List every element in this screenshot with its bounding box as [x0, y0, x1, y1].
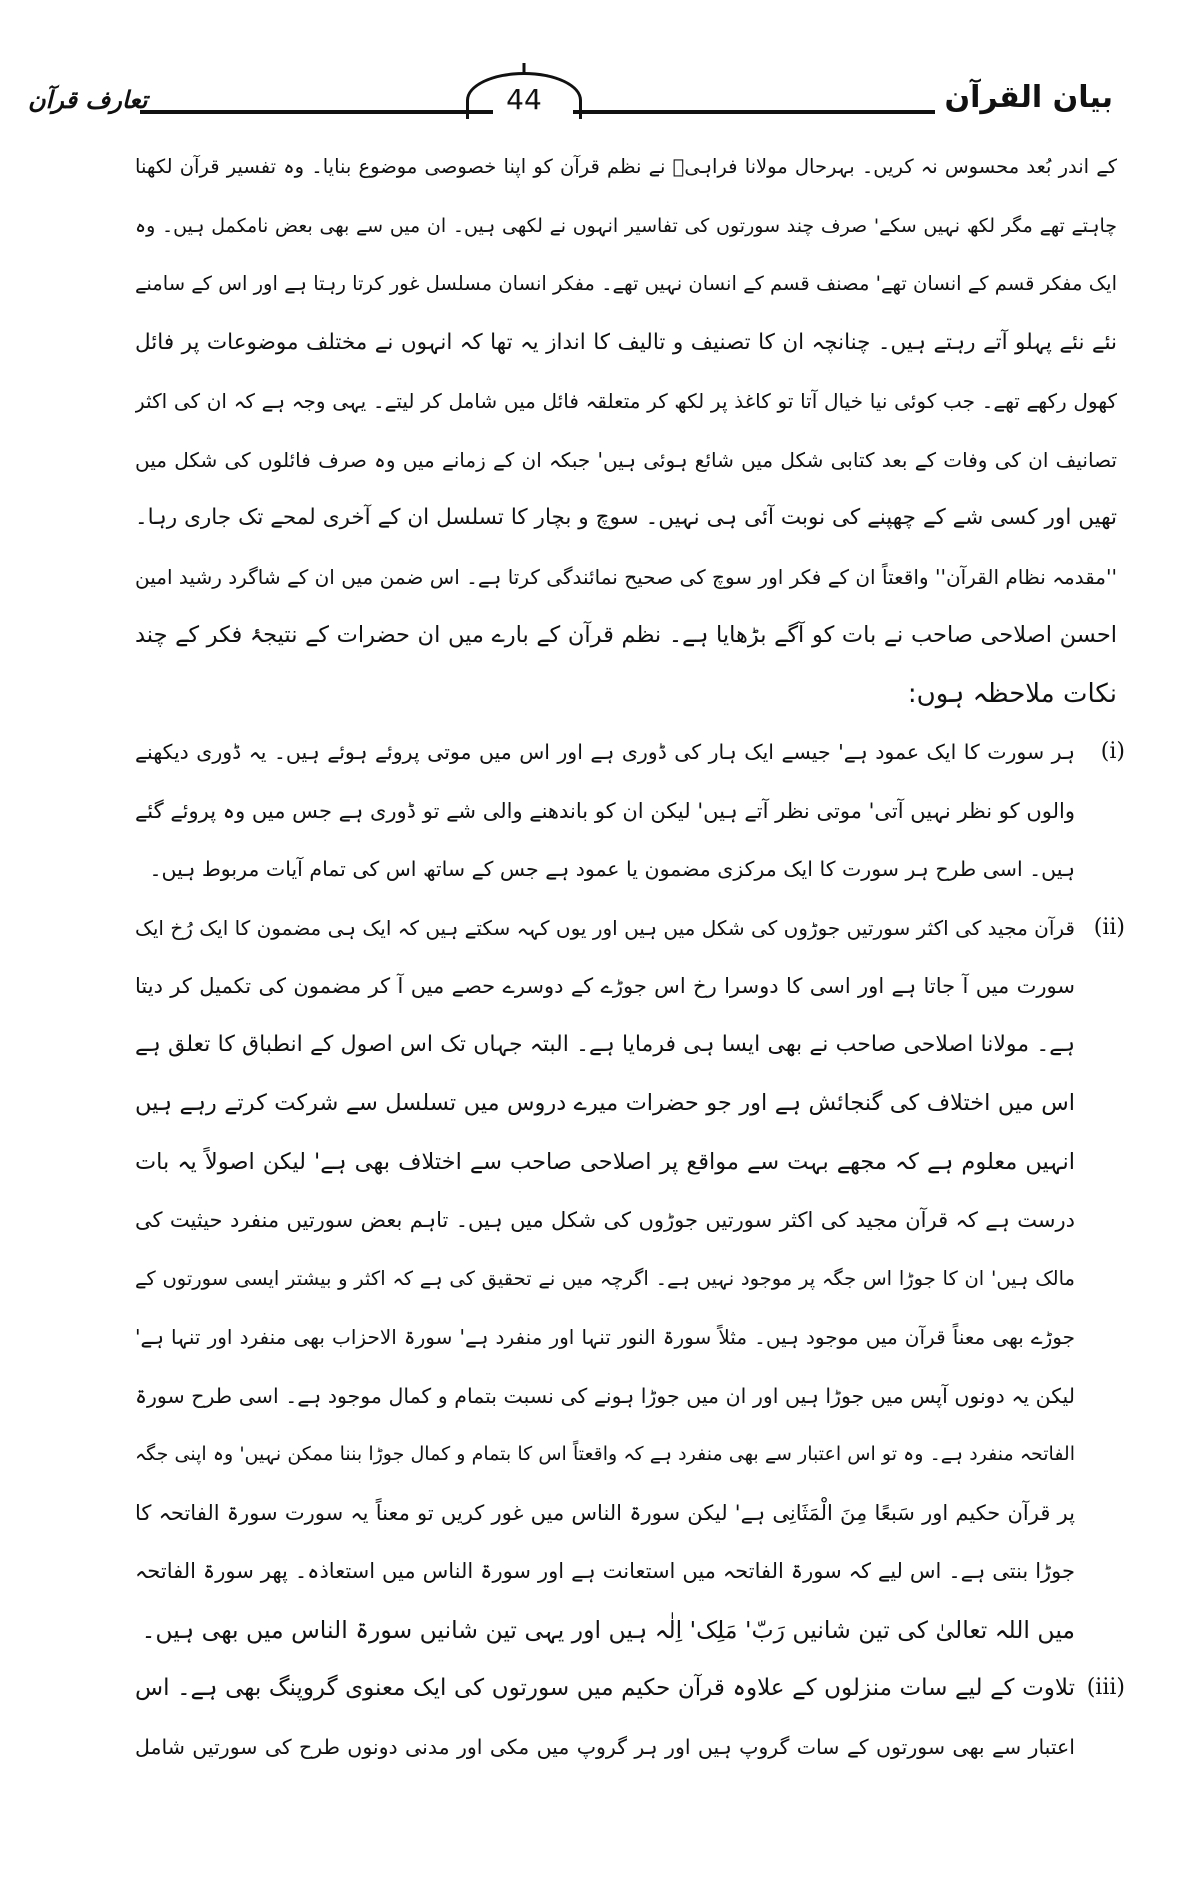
- list-item: [135, 899, 1125, 1660]
- text-line: تلاوت کے لیے سات منزلوں کے علاوہ قرآن حکیم میں سورتوں کی ایک معنوی گروپنگ بھی ہے۔ اس: [135, 1675, 1075, 1701]
- header-rule-right: [573, 110, 935, 114]
- text-line: چاہتے تھے مگر لکھ نہیں سکے' صرف چند سورتوں کی تفاسیر انہوں نے لکھی ہیں۔ ان میں سے بھی بعض نامکمل ہیں۔ وہ: [135, 214, 1117, 237]
- text-line: نکات ملاحظہ ہوں:: [907, 678, 1117, 709]
- page-number: 44: [466, 72, 582, 119]
- text-line: ''مقدمہ نظام القرآن'' واقعتاً ان کے فکر اور سوچ کی صحیح نمائندگی کرتا ہے۔ اس ضمن میں ان کے شاگرد رشید امین: [135, 564, 1117, 589]
- text-line: کے اندر بُعد محسوس نہ کریں۔ بہرحال مولانا فراہیؒ نے نظم قرآن کو اپنا خصوصی موضوع بنایا۔ وہ تفسیر قرآن لکھنا: [135, 155, 1117, 178]
- paragraph: [135, 138, 1117, 723]
- text-line: جوڑے بھی معناً قرآن میں موجود ہیں۔ مثلاً سورۃ النور تنہا اور منفرد ہے' سورۃ الاحزاب بھی منفرد اور تنہا ہے': [135, 1325, 1075, 1349]
- text-line: اعتبار سے بھی سورتوں کے سات گروپ ہیں اور ہر گروپ میں مکی اور مدنی دونوں طرح کی سورتیں شامل: [135, 1734, 1075, 1759]
- list-item: [135, 723, 1125, 899]
- text-line: والوں کو نظر نہیں آتی' موتی نظر آتے ہیں' لیکن ان کو باندھنے والی شے تو ڈوری ہے جس میں وہ پروئے گئے: [135, 798, 1075, 823]
- list-item: [135, 1659, 1125, 1776]
- list-marker: (i): [1100, 739, 1125, 764]
- text-line: سورت میں آ جاتا ہے اور اسی کا دوسرا رخ اس جوڑے کے دوسرے حصے میں آ کر مضمون کی تکمیل کر دیتا: [135, 974, 1075, 998]
- list-marker: (ii): [1093, 914, 1125, 940]
- text-line: درست ہے کہ قرآن مجید کی اکثر سورتیں جوڑوں کی شکل میں ہیں۔ تاہم بعض سورتیں منفرد حیثیت کی: [135, 1208, 1075, 1232]
- text-line: احسن اصلاحی صاحب نے بات کو آگے بڑھایا ہے۔ نظم قرآن کے بارے میں ان حضرات کے نتیجۂ فکر کے چند: [135, 622, 1117, 648]
- text-line: نئے نئے پہلو آتے رہتے ہیں۔ چنانچہ ان کا تصنیف و تالیف کا انداز یہ تھا کہ انہوں نے مختلف موضوعات پر فائل: [135, 329, 1117, 355]
- text-line: ایک مفکر قسم کے انسان تھے' مصنف قسم کے انسان نہیں تھے۔ مفکر انسان مسلسل غور کرتا رہتا ہے اور اس کے سامنے: [135, 272, 1117, 295]
- book-title: بیان القرآن: [944, 80, 1113, 115]
- text-line: قرآن مجید کی اکثر سورتیں جوڑوں کی شکل میں ہیں اور یوں کہہ سکتے ہیں کہ ایک ہی مضمون کا ایک رُخ ایک: [135, 915, 1075, 940]
- text-line: ہر سورت کا ایک عمود ہے' جیسے ایک ہار کی ڈوری ہے اور اس میں موتی پروئے ہوئے ہیں۔ یہ ڈوری دیکھنے: [135, 740, 1075, 764]
- text-line: انہیں معلوم ہے کہ مجھے بہت سے مواقع پر اصلاحی صاحب سے اختلاف بھی ہے' لیکن اصولاً یہ بات: [135, 1148, 1075, 1175]
- page-body: [135, 138, 1125, 1776]
- text-line: اس میں اختلاف کی گنجائش ہے اور جو حضرات میرے دروس میں تسلسل سے شرکت کرتے رہے ہیں: [135, 1090, 1075, 1116]
- text-line: ہیں۔ اسی طرح ہر سورت کا ایک مرکزی مضمون یا عمود ہے جس کے ساتھ اس کی تمام آیات مربوط ہیں۔: [149, 857, 1075, 881]
- header-rule-left: [140, 110, 493, 114]
- text-line: تصانیف ان کی وفات کے بعد کتابی شکل میں شائع ہوئی ہیں' جبکہ ان کے زمانے میں وہ صرف فائلوں کی شکل میں: [135, 447, 1117, 472]
- text-line: جوڑا بنتی ہے۔ اس لیے کہ سورۃ الفاتحہ میں استعانت ہے اور سورۃ الناس میں استعاذہ۔ پھر سورۃ الفاتحہ: [135, 1559, 1075, 1583]
- text-line: پر قرآن حکیم اور سَبعًا مِنَ الْمَثَانِی ہے' لیکن سورۃ الناس میں غور کریں تو معناً یہ سورت سورۃ الفاتحہ کا: [135, 1500, 1075, 1525]
- text-line: میں اللہ تعالیٰ کی تین شانیں رَبّ' مَلِک' اِلٰہ ہیں اور یہی تین شانیں سورۃ الناس میں بھی ہیں۔: [141, 1615, 1075, 1644]
- text-line: مالک ہیں' ان کا جوڑا اس جگہ پر موجود نہیں ہے۔ اگرچہ میں نے تحقیق کی ہے کہ اکثر و بیشتر ایسی سورتوں کے: [135, 1266, 1075, 1290]
- text-line: تھیں اور کسی شے کے چھپنے کی نوبت آئی ہی نہیں۔ سوچ و بچار کا تسلسل ان کے آخری لمحے تک جاری رہا۔: [135, 505, 1117, 530]
- text-line: لیکن یہ دونوں آپس میں جوڑا ہیں اور ان میں جوڑا ہونے کی نسبت بتمام و کمال موجود ہے۔ اسی طرح سورۃ: [135, 1383, 1075, 1408]
- text-line: ہے۔ مولانا اصلاحی صاحب نے بھی ایسا ہی فرمایا ہے۔ البتہ جہاں تک اس اصول کے انطباق کا تعلق ہے: [135, 1031, 1075, 1057]
- list-marker: (iii): [1086, 1675, 1125, 1700]
- page-header: [28, 70, 1113, 130]
- text-line: الفاتحہ منفرد ہے۔ وہ تو اس اعتبار سے بھی منفرد ہے کہ واقعتاً اس کا بتمام و کمال جوڑا بننا ممکن نہیں' وہ اپنی جگہ: [135, 1443, 1075, 1465]
- text-line: کھول رکھے تھے۔ جب کوئی نیا خیال آتا تو کاغذ پر لکھ کر متعلقہ فائل میں شامل کر لیتے۔ یہی وجہ ہے کہ ان کی اکثر: [135, 389, 1117, 413]
- chapter-title: تعارف قرآن: [28, 86, 148, 114]
